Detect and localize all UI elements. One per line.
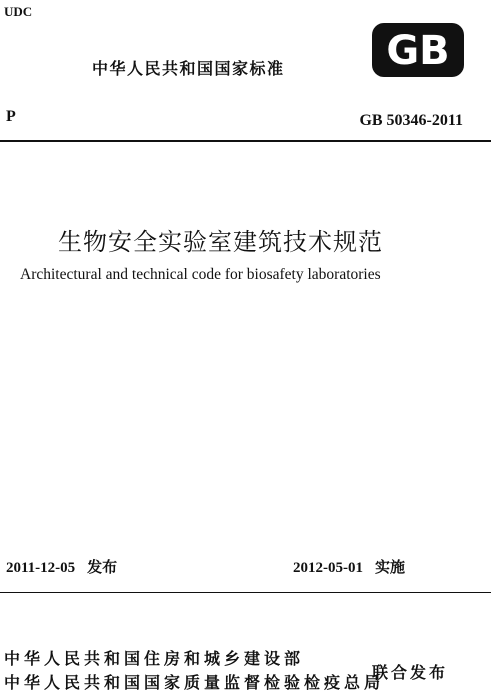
issuer-ministry-housing: 中华人民共和国住房和城乡建设部 <box>4 649 305 668</box>
document-title-chinese: 生物安全实验室建筑技术规范 <box>58 228 383 256</box>
joint-release-label: 联合发布 <box>372 663 449 682</box>
document-title-english: Architectural and technical code for biosafety laboratories <box>20 266 381 283</box>
gb-logo-text: GB <box>386 28 450 74</box>
issuer-aqsiq: 中华人民共和国国家质量监督检验检疫总局 <box>4 673 385 692</box>
standard-type-heading: 中华人民共和国国家标准 <box>92 59 285 78</box>
footer-divider <box>0 592 491 593</box>
standard-number: GB 50346-2011 <box>359 112 463 129</box>
gb-logo <box>371 22 465 78</box>
issue-date-block <box>6 556 117 577</box>
issue-date: 2011-12-05 <box>6 560 76 576</box>
header-divider <box>0 140 491 142</box>
implement-date: 2012-05-01 <box>293 560 363 576</box>
issue-label: 发布 <box>87 558 118 576</box>
implement-label: 实施 <box>375 558 406 576</box>
implement-date-block <box>293 556 405 577</box>
udc-label: UDC <box>4 4 33 19</box>
category-code: P <box>6 108 16 125</box>
